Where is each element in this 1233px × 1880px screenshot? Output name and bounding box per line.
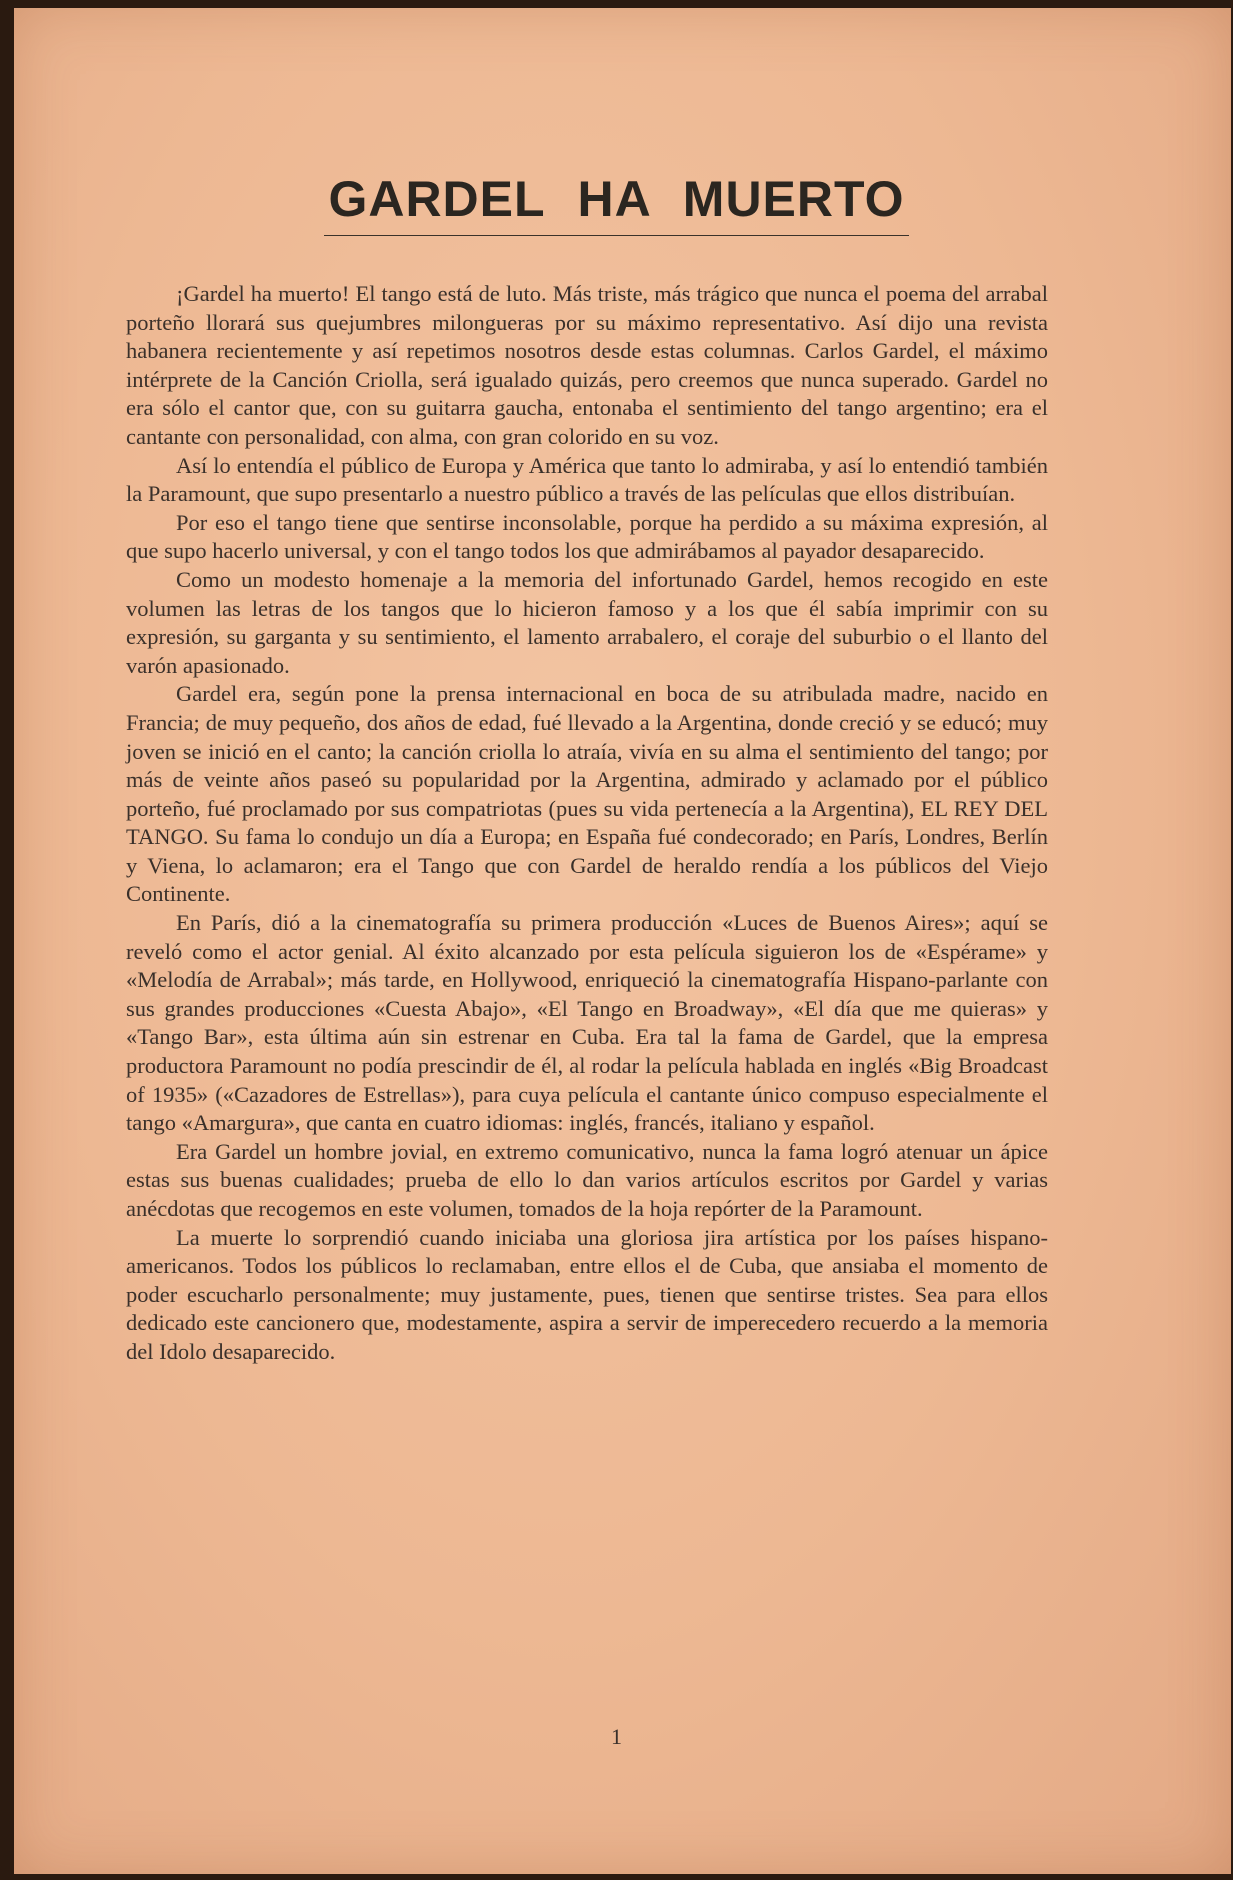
article-body bbox=[126, 280, 1048, 1367]
paragraph-7: Era Gardel un hombre jovial, en extremo comunicativo, nunca la fama logró atenuar un ápice estas sus buenas cualidades; prueba de ello lo dan varios artículos escritos por Gardel y varias anécdotas que recogemos en este volumen, tomados de la hoja repórter de la Paramount. bbox=[126, 1138, 1048, 1221]
page-title: GARDEL HA MUERTO bbox=[324, 172, 908, 236]
page-number: 1 bbox=[611, 1724, 622, 1749]
paragraph-4: Como un modesto homenaje a la memoria del infortunado Gardel, hemos recogido en este volumen las letras de los tangos que lo hicieron famoso y a los que él sabía imprimir con su expresión, su garganta y su sentimiento, el lamento arrabalero, el coraje del suburbio o el llanto del varón apasionado. bbox=[126, 566, 1048, 678]
paragraph-6: En París, dió a la cinematografía su primera producción «Luces de Buenos Aires»; aquí se reveló como el actor genial. Al éxito alcanzado por esta película siguieron los de «Espérame» y «Melodía de Arrabal»; más tarde, en Hollywood, enriqueció la cinematografía Hispano-parlante con sus grandes producciones «Cuesta Abajo», «El Tango en Broadway», «El día que me quieras» y «Tango Bar», esta última aún sin estrenar en Cuba. Era tal la fama de Gardel, que la empresa productora Paramount no podía prescindir de él, al rodar la película hablada en inglés «Big Broadcast of 1935» («Cazadores de Estrellas»), para cuya película el cantante único compuso especialmente el tango «Amargura», que canta en cuatro idiomas: inglés, francés, italiano y español. bbox=[126, 910, 1048, 1136]
paragraph-5: Gardel era, según pone la prensa internacional en boca de su atribulada madre, nacido en Francia; de muy pequeño, dos años de edad, fué llevado a la Argentina, donde creció y se educó; muy joven se inició en el canto; la canción criolla lo atraía, vivía en su alma el sentimiento del tango; por más de veinte años paseó su popularidad por la Argentina, admirado y aclamado por el público porteño, fué proclamado por sus compatriotas (pues su vida pertenecía a la Argentina), EL REY DEL TANGO. Su fama lo condujo un día a Europa; en España fué condecorado; en París, Londres, Berlín y Viena, lo aclamaron; era el Tango que con Gardel de heraldo rendía a los públicos del Viejo Continente. bbox=[126, 681, 1048, 907]
paragraph-1: ¡Gardel ha muerto! El tango está de luto. Más triste, más trágico que nunca el poema del arrabal porteño llorará sus quejumbres milongueras por su máximo representativo. Así dijo una revista habanera recientemente y así repetimos nosotros desde estas columnas. Carlos Gardel, el máximo intérprete de la Canción Criolla, será igualado quizás, pero creemos que nunca superado. Gardel no era sólo el cantor que, con su guitarra gaucha, entonaba el sentimiento del tango argentino; era el cantante con personalidad, con alma, con gran colorido en su voz. bbox=[126, 281, 1048, 449]
paragraph-3: Por eso el tango tiene que sentirse inconsolable, porque ha perdido a su máxima expresión, al que supo hacerlo universal, y con el tango todos los que admirábamos al payador desaparecido. bbox=[126, 509, 1048, 564]
page-title-heading bbox=[0, 172, 1233, 236]
paragraph-2: Así lo entendía el público de Europa y América que tanto lo admiraba, y así lo entendió también la Paramount, que supo presentarlo a nuestro público a través de las películas que ellos distribuían. bbox=[126, 452, 1048, 507]
paragraph-8: La muerte lo sorprendió cuando iniciaba una gloriosa jira artística por los países hispano-americanos. Todos los públicos lo reclamaban, entre ellos el de Cuba, que ansiaba el momento de poder escucharlo personalmente; muy justamente, pues, tienen que sentirse tristes. Sea para ellos dedicado este cancionero que, modestamente, aspira a servir de imperecedero recuerdo a la memoria del Idolo desaparecido. bbox=[126, 1224, 1048, 1364]
